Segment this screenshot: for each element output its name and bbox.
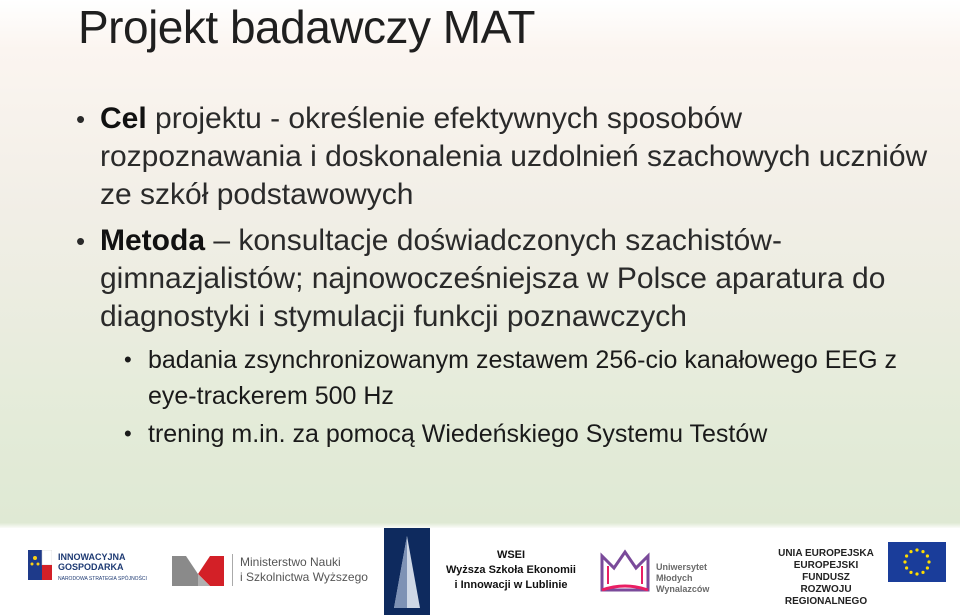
wsei-line3: i Innowacji w Lublinie: [454, 579, 568, 591]
bullet-method: [76, 222, 936, 336]
bullet-method-label: Metoda: [100, 224, 205, 257]
ue-line2: EUROPEJSKI FUNDUSZ: [793, 560, 859, 583]
wsei-tower-icon: [384, 528, 430, 615]
slide-content: [76, 100, 936, 452]
eu-flag-icon: [888, 542, 946, 582]
bullet-goal: [76, 100, 936, 214]
eu-logo: [770, 528, 950, 615]
wsei-emblem: [384, 528, 430, 615]
wsei-line1: WSEI: [496, 549, 526, 561]
umw-line1: Uniwersytet: [656, 562, 708, 572]
sub-bullet-training: • trening m.in. za pomocą Wiedeńskiego Systemu Testów: [124, 416, 936, 452]
logo-footer: [0, 528, 960, 615]
bullet-goal-label: Cel: [100, 102, 147, 135]
ue-line1: UNIA EUROPEJSKA: [778, 548, 874, 559]
ig-line1: INNOWACYJNA: [58, 552, 126, 562]
umw-line2: Młodych Wynalazców: [656, 573, 710, 594]
mnisw-emblem-icon: [172, 556, 224, 586]
ig-line3: NARODOWA STRATEGIA SPÓJNOŚCI: [58, 576, 147, 582]
slide-title: Projekt badawczy MAT: [78, 1, 535, 53]
sub-bullet-eeg: • badania zsynchronizowanym zestawem 256-cio kanałowego EEG z eye-trackerem 500 Hz: [124, 342, 936, 414]
mnisw-line1: Ministerstwo Nauki: [240, 555, 341, 569]
mnisw-logo: [172, 528, 372, 615]
mnisw-line2: i Szkolnictwa Wyższego: [240, 570, 368, 584]
bullet-method-text: – konsultacje doświadczonych szachistów-gimnazjalistów; najnowocześniejsza w Polsce aparatura do diagnostyki i stymulacji funkcji poznawczych: [100, 224, 886, 333]
wsei-text: [436, 528, 586, 615]
innowacyjna-gospodarka-logo: [28, 528, 158, 615]
umw-emblem-icon: [598, 542, 652, 602]
wsei-line2: Wyższa Szkoła Ekonomii: [445, 564, 576, 576]
umw-logo: [598, 528, 748, 615]
bullet-goal-text: projektu - określenie efektywnych sposobów rozpoznawania i doskonalenia uzdolnień szachowych uczniów ze szkół podstawowych: [100, 102, 928, 211]
ig-emblem-icon: [28, 550, 52, 580]
ig-line2: GOSPODARKA: [58, 562, 124, 572]
ue-line3: ROZWOJU REGIONALNEGO: [784, 584, 868, 607]
